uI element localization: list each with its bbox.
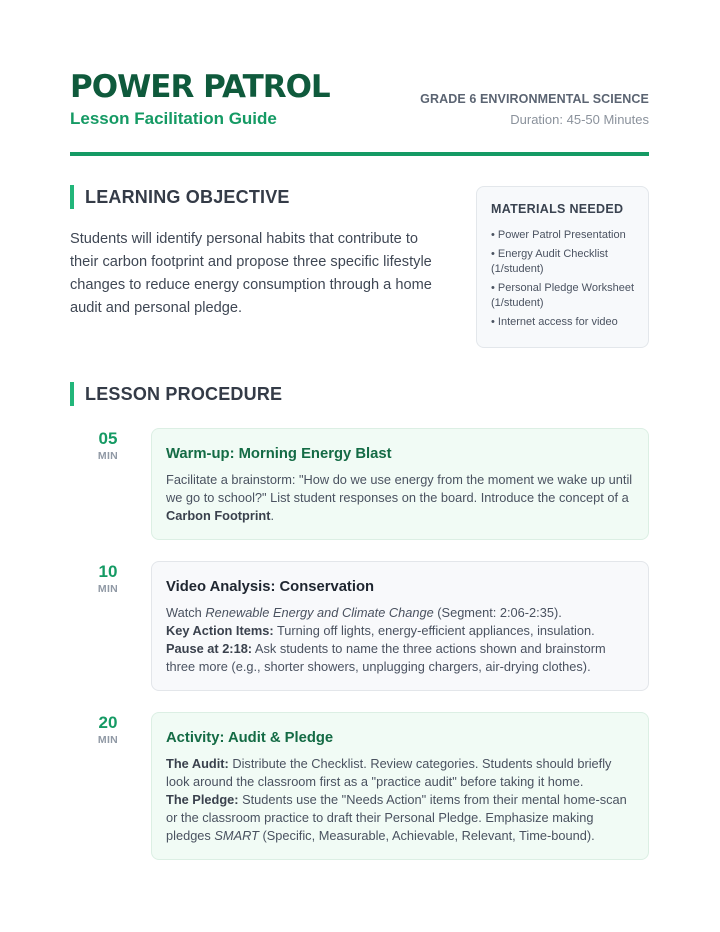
- step-text: Distribute the Checklist. Review categories. Students should briefly look around the classroom first as a "practice audit" before taking it home.: [166, 756, 612, 790]
- step-text: Turning off lights, energy-efficient appliances, insulation.: [273, 623, 595, 639]
- step-paragraph: [166, 471, 634, 525]
- step-text: (Specific, Measurable, Achievable, Relevant, Time-bound).: [258, 828, 595, 844]
- page-title: POWER PATROL: [70, 69, 330, 105]
- materials-item: • Personal Pledge Worksheet (1/student): [491, 282, 635, 310]
- step-label: The Audit:: [166, 756, 229, 772]
- step-time: [65, 562, 151, 595]
- step-paragraph: [166, 791, 634, 845]
- step-title: Warm-up: Morning Energy Blast: [166, 446, 392, 463]
- step-unit: MIN: [97, 734, 119, 747]
- section-heading-objective: [70, 185, 442, 209]
- step-text: (Segment: 2:06-2:35).: [433, 605, 562, 621]
- lesson-procedure-section: [70, 382, 649, 860]
- page-subtitle: Lesson Facilitation Guide: [70, 109, 277, 128]
- materials-heading: MATERIALS NEEDED: [491, 202, 624, 217]
- procedure-step-activity: [70, 712, 649, 860]
- step-text: Students use the "Needs Action" items from their mental home-scan or the classroom practice to draft their Personal Pledge. Emphasize making pledges: [166, 792, 627, 844]
- grade-label: GRADE 6 ENVIRONMENTAL SCIENCE: [420, 92, 649, 107]
- step-body: [166, 604, 634, 676]
- section-heading-objective-label: LEARNING OBJECTIVE: [85, 186, 290, 207]
- materials-item: • Energy Audit Checklist (1/student): [491, 248, 608, 276]
- step-time: [65, 713, 151, 746]
- step-card: [151, 428, 649, 540]
- video-title: Renewable Energy and Climate Change: [205, 605, 434, 621]
- step-time: [65, 429, 151, 462]
- step-label: Key Action Items:: [166, 623, 274, 639]
- objective-text: Students will identify personal habits that contribute to their carbon footprint and propose three specific lifestyle changes to reduce energy consumption through a home audit and personal pledge.: [70, 231, 432, 317]
- step-bold-term: Carbon Footprint: [166, 508, 271, 524]
- step-title: Activity: Audit & Pledge: [166, 730, 334, 747]
- learning-objective-section: [70, 185, 442, 348]
- step-paragraph: [166, 604, 634, 622]
- step-paragraph: [166, 640, 634, 676]
- step-unit: MIN: [97, 450, 119, 463]
- step-unit: MIN: [97, 583, 119, 596]
- step-body: [166, 471, 634, 525]
- step-minutes: 05: [98, 429, 118, 449]
- duration-label: Duration: 45-50 Minutes: [510, 112, 649, 128]
- section-heading-procedure: [70, 382, 649, 406]
- step-text: Facilitate a brainstorm: "How do we use energy from the moment we wake up until we go to school?" List student responses on the board. Introduce the concept of a: [166, 472, 633, 506]
- step-text: Ask students to name the three actions shown and brainstorm three more (e.g., shorter showers, unplugging chargers, air-drying clothes).: [166, 641, 606, 675]
- step-text: Watch: [166, 605, 206, 621]
- procedure-step-video: [70, 561, 649, 691]
- procedure-step-warmup: [70, 428, 649, 540]
- step-label: The Pledge:: [166, 792, 239, 808]
- smart-term: SMART: [214, 828, 259, 844]
- materials-item: • Power Patrol Presentation: [491, 229, 626, 242]
- step-card: [151, 712, 649, 860]
- step-paragraph: [166, 755, 634, 791]
- step-text: .: [270, 508, 275, 524]
- step-body: [166, 755, 634, 845]
- step-minutes: 20: [98, 713, 118, 733]
- materials-list: [491, 228, 636, 330]
- materials-box: [476, 186, 649, 348]
- step-label: Pause at 2:18:: [166, 641, 253, 657]
- step-card: [151, 561, 649, 691]
- step-minutes: 10: [98, 562, 118, 582]
- header: [70, 69, 649, 156]
- step-paragraph: [166, 622, 634, 640]
- brand-block: [70, 69, 330, 129]
- lesson-meta: [420, 92, 649, 129]
- step-title: Video Analysis: Conservation: [166, 579, 375, 596]
- objective-row: [70, 185, 649, 348]
- materials-item: • Internet access for video: [491, 316, 618, 329]
- section-heading-procedure-label: LESSON PROCEDURE: [85, 383, 283, 404]
